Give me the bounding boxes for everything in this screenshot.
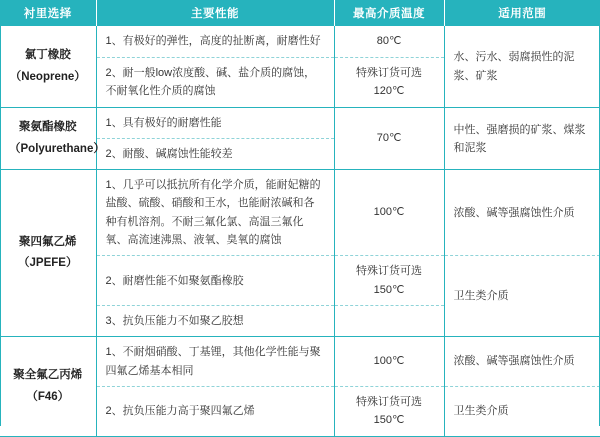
table-row — [0, 337, 600, 386]
temperature-cell: 70℃ — [334, 108, 444, 170]
performance-cell: 1、具有极好的耐磨性能 — [96, 108, 334, 139]
performance-cell: 1、几乎可以抵抗所有化学介质，能耐妃糖的盐酸、硫酸、硝酸和王水，也能耐浓碱和各种有机溶剂。不耐三氟化氯、高温三氟化氧、高流速沸黑、液氧、臭氧的腐蚀 — [96, 170, 334, 256]
temperature-value: 120℃ — [373, 85, 405, 98]
performance-cell: 1、有极好的弹性，高度的扯断离，耐磨性好 — [96, 26, 334, 57]
temperature-value: 150℃ — [373, 414, 405, 427]
temperature-cell — [334, 306, 444, 337]
liner-name-cell — [0, 170, 96, 337]
liner-name-line: （Polyurethane） — [9, 142, 105, 155]
temperature-value: 150℃ — [373, 283, 405, 296]
temperature-cell: 100℃ — [334, 170, 444, 256]
temperature-note: 特殊订货可选 — [356, 264, 422, 277]
liner-name-cell — [0, 337, 96, 437]
liner-name-line: 聚四氟乙烯 — [19, 235, 77, 248]
liner-name-line: 氯丁橡胶 — [24, 48, 71, 61]
header-liner-selection: 衬里选择 — [0, 0, 96, 26]
table-header-row — [0, 0, 600, 26]
table-row — [0, 170, 600, 256]
scope-cell — [444, 26, 600, 108]
liner-name-cell — [0, 108, 105, 170]
table-row — [0, 26, 600, 57]
performance-cell: 2、抗负压能力高于聚四氟乙烯 — [96, 386, 334, 436]
header-main-performance: 主要性能 — [96, 0, 334, 26]
temperature-cell: 80℃ — [334, 26, 444, 57]
performance-cell: 2、耐酸、碱腐蚀性能较差 — [96, 139, 334, 170]
performance-cell: 2、耐磨性能不如聚氨酯橡胶 — [96, 255, 334, 305]
liner-name-line: （Neoprene） — [9, 70, 86, 83]
performance-cell: 3、抗负压能力不如聚乙胶想 — [96, 306, 334, 337]
temperature-cell — [334, 255, 444, 305]
liner-name-line: 聚全氟乙丙烯 — [13, 368, 83, 381]
liner-name-cell — [0, 26, 96, 108]
temperature-cell: 100℃ — [334, 337, 444, 386]
temperature-note: 特殊订货可选 — [356, 66, 422, 79]
scope-text: 中性、强磨损的矿浆、煤浆和泥浆 — [453, 123, 586, 154]
table-row — [0, 108, 600, 139]
table-left-border — [0, 26, 1, 426]
scope-cell: 浓酸、碱等强腐蚀性介质 — [444, 337, 600, 386]
performance-cell: 2、耐一般low浓度酸、碱、盐介质的腐蚀，不耐氧化性介质的腐蚀 — [96, 57, 334, 107]
liner-name-line: （JPEFE） — [18, 257, 78, 270]
scope-cell: 卫生类介质 — [444, 255, 600, 337]
scope-cell: 浓酸、碱等强腐蚀性介质 — [444, 170, 600, 256]
header-application-scope: 适用范围 — [444, 0, 600, 26]
temperature-cell — [334, 386, 444, 436]
temperature-note: 特殊订货可选 — [356, 395, 422, 408]
temperature-cell — [334, 57, 444, 107]
scope-text: 水、污水、弱腐损性的泥浆、矿浆 — [453, 51, 575, 82]
scope-cell — [444, 108, 600, 170]
performance-cell: 1、不耐烟硝酸、丁基锂，其他化学性能与聚四氟乙烯基本相同 — [96, 337, 334, 386]
liner-name-line: 聚氨酯橡胶 — [19, 120, 77, 133]
scope-cell: 卫生类介质 — [444, 386, 600, 436]
liner-name-line: （F46） — [26, 390, 70, 403]
header-max-temperature: 最高介质温度 — [334, 0, 444, 26]
